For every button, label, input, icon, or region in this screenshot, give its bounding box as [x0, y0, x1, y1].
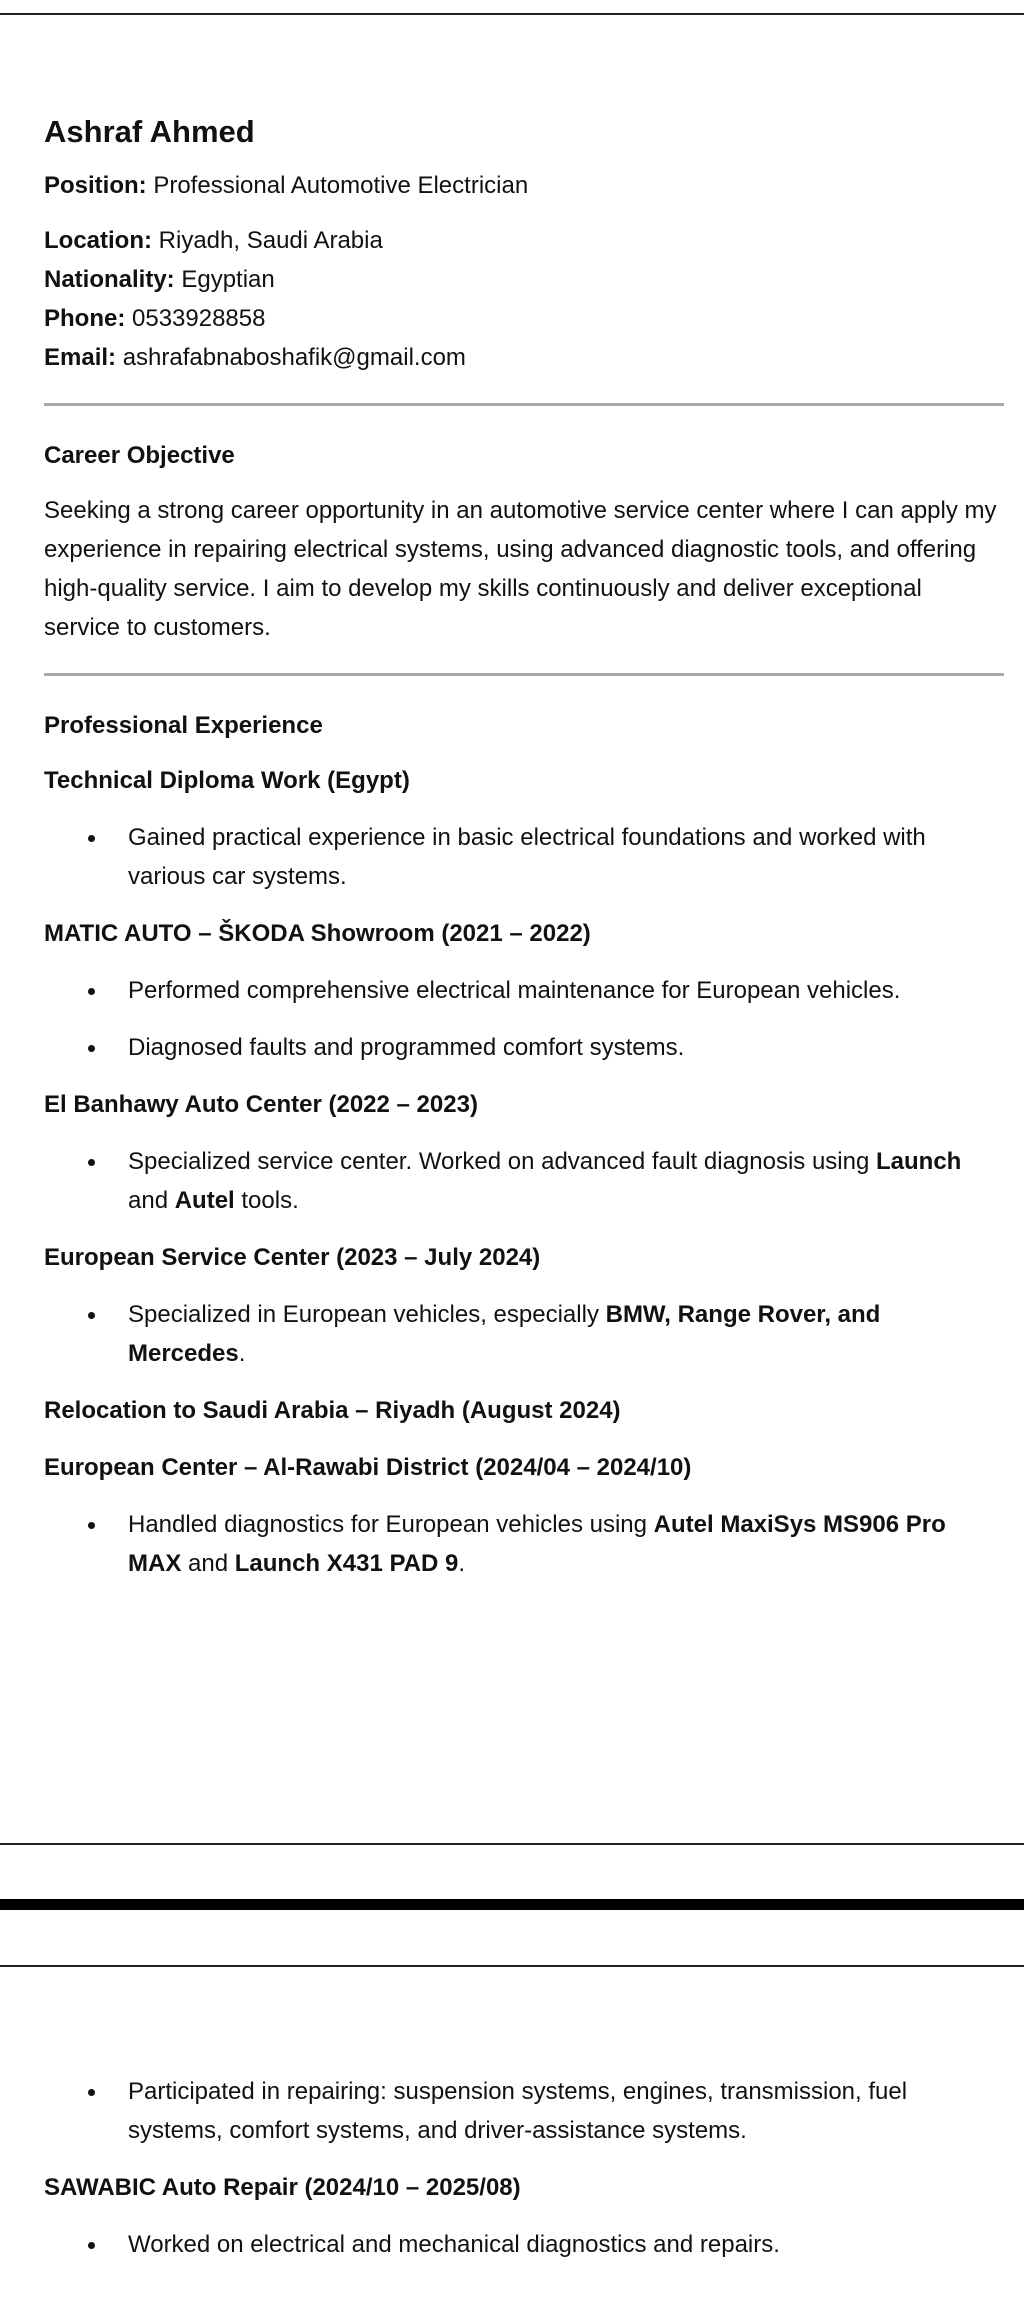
tool-name: Autel MaxiSys MS906 Pro MAX: [128, 1511, 946, 1578]
position-line: [44, 166, 1004, 205]
job-bullets: [44, 971, 1004, 1067]
resume-page-1: [44, 112, 1004, 1601]
bullet-text: .: [238, 1340, 246, 1368]
email-value: ashrafabnaboshafik@gmail.com: [116, 344, 466, 372]
job-title: European Center – Al-Rawabi District (2024/04 – 2024/10): [44, 1454, 692, 1482]
bullet-text: and: [128, 1187, 175, 1215]
job-bullets: [44, 1142, 1004, 1220]
bullet-item: Diagnosed faults and programmed comfort systems.: [44, 1028, 1004, 1067]
job-title: European Service Center (2023 – July 2024): [44, 1244, 541, 1272]
tool-name: Launch: [876, 1148, 962, 1176]
career-objective-heading: Career Objective: [44, 442, 235, 470]
email-label: Email:: [44, 344, 117, 372]
tool-name: Autel: [174, 1187, 235, 1215]
bullet-item: [44, 1142, 1004, 1220]
position-value: Professional Automotive Electrician: [146, 172, 529, 200]
location-label: Location:: [44, 227, 152, 255]
location-line: [44, 221, 1004, 260]
bullet-text: .: [458, 1550, 466, 1578]
resume-page-2: [44, 2072, 1004, 2282]
job-bullets: [44, 2072, 1004, 2150]
job-title: El Banhawy Auto Center (2022 – 2023): [44, 1091, 478, 1119]
candidate-name: Ashraf Ahmed: [44, 114, 255, 149]
page-top-border: [0, 1965, 1024, 1967]
job-bullets: [44, 1295, 1004, 1373]
section-divider: [44, 403, 1004, 406]
email-line: [44, 338, 1004, 377]
bullet-item: Performed comprehensive electrical maintenance for European vehicles.: [44, 971, 1004, 1010]
job-bullets: [44, 818, 1004, 896]
phone-value: 0533928858: [125, 305, 266, 333]
career-objective-text: Seeking a strong career opportunity in an automotive service center where I can apply my experience in repairing electrical systems, using advanced diagnostic tools, and offering high-quality service. I aim to develop my skills continuously and deliver exceptional service to customers.: [44, 497, 997, 642]
experience-heading: Professional Experience: [44, 712, 323, 740]
relocation-note: Relocation to Saudi Arabia – Riyadh (August 2024): [44, 1397, 621, 1425]
job-bullets: [44, 2225, 1004, 2264]
bullet-text: tools.: [234, 1187, 299, 1215]
brand-names: BMW, Range Rover, and Mercedes: [128, 1301, 881, 1368]
nationality-line: [44, 260, 1004, 299]
bullet-text: Specialized in European vehicles, especially: [128, 1301, 606, 1329]
bullet-item: [44, 1295, 1004, 1373]
job-title: Technical Diploma Work (Egypt): [44, 767, 410, 795]
bullet-item: Participated in repairing: suspension systems, engines, transmission, fuel systems, comfort systems, and driver-assistance systems.: [44, 2072, 1004, 2150]
tool-name: Launch X431 PAD 9: [234, 1550, 459, 1578]
job-bullets: [44, 1505, 1004, 1583]
location-value: Riyadh, Saudi Arabia: [152, 227, 383, 255]
position-label: Position:: [44, 172, 147, 200]
job-title: MATIC AUTO – ŠKODA Showroom (2021 – 2022): [44, 920, 591, 948]
page-break-bar: [0, 1899, 1024, 1910]
phone-line: [44, 299, 1004, 338]
bullet-item: Worked on electrical and mechanical diagnostics and repairs.: [44, 2225, 1004, 2264]
page-bottom-border: [0, 1843, 1024, 1845]
bullet-text: Specialized service center. Worked on advanced fault diagnosis using: [128, 1148, 876, 1176]
bullet-text: and: [181, 1550, 235, 1578]
bullet-text: Handled diagnostics for European vehicles using: [128, 1511, 654, 1539]
page-top-border: [0, 13, 1024, 15]
phone-label: Phone:: [44, 305, 126, 333]
bullet-item: [44, 1505, 1004, 1583]
nationality-value: Egyptian: [174, 266, 275, 294]
nationality-label: Nationality:: [44, 266, 175, 294]
section-divider: [44, 673, 1004, 676]
bullet-item: Gained practical experience in basic electrical foundations and worked with various car systems.: [44, 818, 1004, 896]
job-title: SAWABIC Auto Repair (2024/10 – 2025/08): [44, 2174, 521, 2201]
